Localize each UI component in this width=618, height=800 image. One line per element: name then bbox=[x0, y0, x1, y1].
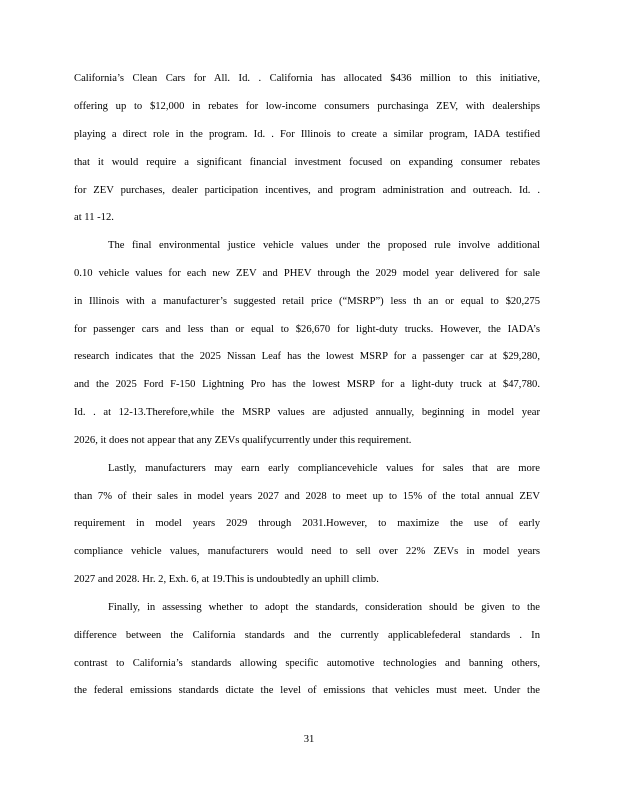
text-line: California’s Clean Cars for All. Id. . California has allocated $436 million to this initiative, bbox=[74, 73, 540, 84]
paragraph-first-line: The final environmental justice vehicle values under the proposed rule involve additional bbox=[108, 240, 540, 251]
text-line: contrast to California’s standards allowing specific automotive technologies and banning others, bbox=[74, 658, 540, 669]
text-line: difference between the California standards and the currently applicablefederal standards . In bbox=[74, 630, 540, 641]
text-line: compliance vehicle values, manufacturers would need to sell over 22% ZEVs in model years bbox=[74, 546, 540, 557]
text-line: playing a direct role in the program. Id. . For Illinois to create a similar program, IADA testified bbox=[74, 129, 540, 140]
text-line: the federal emissions standards dictate the level of emissions that vehicles must meet. Under the bbox=[74, 685, 540, 696]
paragraph-first-line: Finally, in assessing whether to adopt the standards, consideration should be given to the bbox=[108, 602, 540, 613]
text-line: research indicates that the 2025 Nissan Leaf has the lowest MSRP for a passenger car at $29,280, bbox=[74, 351, 540, 362]
text-line: that it would require a significant financial investment focused on expanding consumer rebates bbox=[74, 157, 540, 168]
page-number: 31 bbox=[303, 734, 315, 745]
text-line: requirement in model years 2029 through 2031.However, to maximize the use of early bbox=[74, 518, 540, 529]
text-line: for passenger cars and less than or equal to $26,670 for light-duty trucks. However, the IADA’s bbox=[74, 324, 540, 335]
text-line: Id. . at 12-13.Therefore,while the MSRP values are adjusted annually, beginning in model year bbox=[74, 407, 540, 418]
text-line: offering up to $12,000 in rebates for low-income consumers purchasinga ZEV, with dealerships bbox=[74, 101, 540, 112]
text-line: 0.10 vehicle values for each new ZEV and PHEV through the 2029 model year delivered for sale bbox=[74, 268, 540, 279]
text-line: and the 2025 Ford F-150 Lightning Pro has the lowest MSRP for a light-duty truck at $47,780. bbox=[74, 379, 540, 390]
text-line: for ZEV purchases, dealer participation incentives, and program administration and outreach. Id. . bbox=[74, 185, 540, 196]
text-line: in Illinois with a manufacturer’s suggested retail price (“MSRP”) less th an or equal to $20,275 bbox=[74, 296, 540, 307]
text-line: 2027 and 2028. Hr. 2, Exh. 6, at 19.This is undoubtedly an uphill climb. bbox=[74, 574, 379, 585]
text-line: 2026, it does not appear that any ZEVs qualifycurrently under this requirement. bbox=[74, 435, 412, 446]
text-line: at 11 -12. bbox=[74, 212, 114, 223]
paragraph-first-line: Lastly, manufacturers may earn early compliancevehicle values for sales that are more bbox=[108, 463, 540, 474]
text-line: than 7% of their sales in model years 2027 and 2028 to meet up to 15% of the total annual ZEV bbox=[74, 491, 540, 502]
